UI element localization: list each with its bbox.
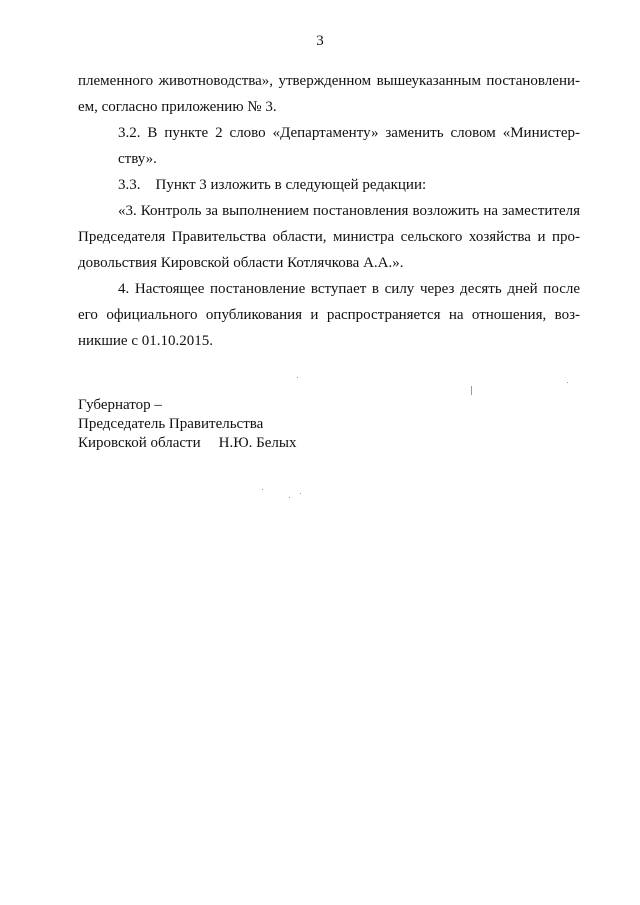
paragraph-3-3 (78, 172, 580, 198)
text-line: 3.2. В пункте 2 слово «Департаменту» заменить словом «Министер- (118, 125, 580, 141)
text-line: довольствия Кировской области Котлячкова А.А.». (78, 255, 404, 271)
scan-mark (471, 386, 472, 395)
scan-speck (297, 377, 298, 378)
text-line: никшие с 01.10.2015. (78, 333, 213, 349)
text-line: 4. Настоящее постановление вступает в силу через десять дней после (118, 281, 580, 297)
text-line: 3.3. Пункт 3 изложить в следующей редакции: (118, 177, 427, 193)
signatory-name: Н.Ю. Белых (218, 435, 297, 451)
text-line: «3. Контроль за выполнением постановления возложить на заместителя (118, 203, 580, 219)
text-line: ству». (118, 151, 157, 167)
signature-title: Губернатор – (78, 397, 162, 413)
signature-title: Кировской области (78, 435, 201, 451)
text-line: племенного животноводства», утвержденном вышеуказанным постановлени- (78, 73, 580, 89)
scan-speck (300, 493, 301, 494)
signature-title: Председатель Правительства (78, 416, 264, 432)
page-number: 3 (316, 33, 324, 49)
scan-speck (289, 497, 290, 498)
text-line: ем, согласно приложению № 3. (78, 99, 277, 115)
document-body (78, 68, 580, 354)
paragraph-4 (78, 276, 580, 354)
scan-speck (262, 489, 263, 490)
text-line: Председателя Правительства области, министра сельского хозяйства и про- (78, 229, 580, 245)
paragraph-quote (78, 198, 580, 276)
paragraph-continuation (78, 68, 580, 120)
signature-line (78, 434, 296, 453)
signature-block (78, 396, 296, 453)
paragraph-3-2 (78, 120, 580, 172)
text-line: его официального опубликования и распространяется на отношения, воз- (78, 307, 580, 323)
scan-speck (567, 382, 568, 383)
